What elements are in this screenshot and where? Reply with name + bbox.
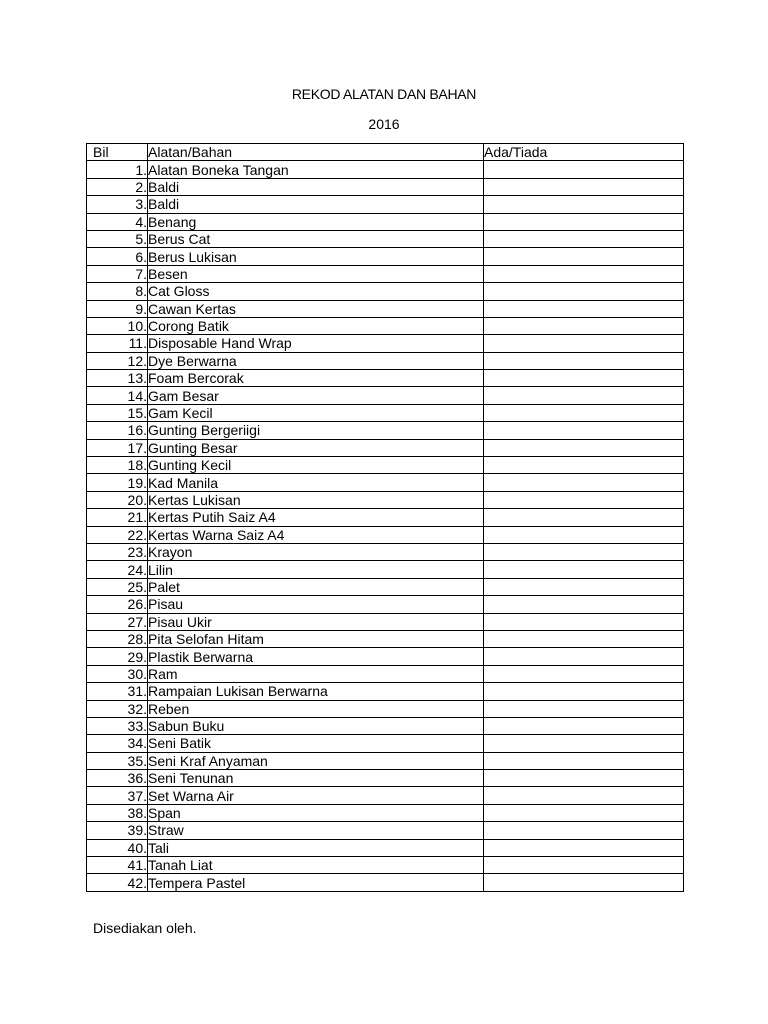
- table-row: [87, 596, 684, 613]
- row-item-name: Ram: [148, 665, 484, 682]
- table-row: [87, 578, 684, 595]
- row-bil: 29.: [87, 648, 148, 665]
- row-ada-tiada: [484, 630, 684, 647]
- row-ada-tiada: [484, 735, 684, 752]
- row-ada-tiada: [484, 370, 684, 387]
- row-item-name: Kertas Lukisan: [148, 491, 484, 508]
- row-bil: 2.: [87, 178, 148, 195]
- row-bil: 7.: [87, 265, 148, 282]
- table-row: [87, 509, 684, 526]
- table-row: [87, 457, 684, 474]
- row-item-name: Baldi: [148, 196, 484, 213]
- row-ada-tiada: [484, 300, 684, 317]
- table-row: [87, 317, 684, 334]
- row-bil: 42.: [87, 874, 148, 891]
- row-bil: 40.: [87, 839, 148, 856]
- row-bil: 28.: [87, 630, 148, 647]
- row-bil: 26.: [87, 596, 148, 613]
- row-ada-tiada: [484, 839, 684, 856]
- row-bil: 17.: [87, 439, 148, 456]
- row-ada-tiada: [484, 178, 684, 195]
- row-bil: 23.: [87, 543, 148, 560]
- row-bil: 11.: [87, 335, 148, 352]
- row-item-name: Cawan Kertas: [148, 300, 484, 317]
- row-item-name: Gam Kecil: [148, 404, 484, 421]
- table-row: [87, 857, 684, 874]
- row-ada-tiada: [484, 648, 684, 665]
- row-ada-tiada: [484, 857, 684, 874]
- table-row: [87, 352, 684, 369]
- row-item-name: Reben: [148, 700, 484, 717]
- row-bil: 34.: [87, 735, 148, 752]
- row-ada-tiada: [484, 404, 684, 421]
- row-item-name: Tanah Liat: [148, 857, 484, 874]
- table-row: [87, 439, 684, 456]
- row-item-name: Benang: [148, 213, 484, 230]
- row-bil: 14.: [87, 387, 148, 404]
- row-item-name: Lilin: [148, 561, 484, 578]
- table-row: [87, 335, 684, 352]
- row-item-name: Pita Selofan Hitam: [148, 630, 484, 647]
- row-ada-tiada: [484, 770, 684, 787]
- row-item-name: Seni Tenunan: [148, 770, 484, 787]
- row-bil: 5.: [87, 230, 148, 247]
- row-item-name: Palet: [148, 578, 484, 595]
- table-row: [87, 387, 684, 404]
- row-bil: 20.: [87, 491, 148, 508]
- table-row: [87, 213, 684, 230]
- row-item-name: Pisau: [148, 596, 484, 613]
- table-header-row: [87, 144, 684, 161]
- row-item-name: Rampaian Lukisan Berwarna: [148, 683, 484, 700]
- table-row: [87, 196, 684, 213]
- row-item-name: Kad Manila: [148, 474, 484, 491]
- table-row: [87, 752, 684, 769]
- row-bil: 21.: [87, 509, 148, 526]
- row-bil: 22.: [87, 526, 148, 543]
- row-bil: 25.: [87, 578, 148, 595]
- table-row: [87, 300, 684, 317]
- row-bil: 27.: [87, 613, 148, 630]
- rekod-table-body: [87, 144, 684, 892]
- table-row: [87, 422, 684, 439]
- row-item-name: Set Warna Air: [148, 787, 484, 804]
- row-bil: 41.: [87, 857, 148, 874]
- row-ada-tiada: [484, 248, 684, 265]
- header-alatan-bahan: Alatan/Bahan: [148, 144, 484, 161]
- prepared-by-label: Disediakan oleh.: [93, 920, 197, 936]
- row-ada-tiada: [484, 596, 684, 613]
- row-ada-tiada: [484, 804, 684, 821]
- row-ada-tiada: [484, 317, 684, 334]
- row-item-name: Kertas Putih Saiz A4: [148, 509, 484, 526]
- table-row: [87, 613, 684, 630]
- table-row: [87, 230, 684, 247]
- row-bil: 35.: [87, 752, 148, 769]
- row-item-name: Gunting Besar: [148, 439, 484, 456]
- row-bil: 16.: [87, 422, 148, 439]
- row-ada-tiada: [484, 561, 684, 578]
- row-bil: 19.: [87, 474, 148, 491]
- row-ada-tiada: [484, 491, 684, 508]
- table-row: [87, 248, 684, 265]
- row-item-name: Disposable Hand Wrap: [148, 335, 484, 352]
- row-item-name: Kertas Warna Saiz A4: [148, 526, 484, 543]
- row-item-name: Straw: [148, 822, 484, 839]
- row-ada-tiada: [484, 352, 684, 369]
- row-item-name: Tali: [148, 839, 484, 856]
- table-row: [87, 665, 684, 682]
- table-row: [87, 265, 684, 282]
- table-row: [87, 700, 684, 717]
- table-row: [87, 735, 684, 752]
- table-row: [87, 839, 684, 856]
- row-bil: 24.: [87, 561, 148, 578]
- row-ada-tiada: [484, 578, 684, 595]
- table-row: [87, 561, 684, 578]
- row-item-name: Plastik Berwarna: [148, 648, 484, 665]
- row-ada-tiada: [484, 700, 684, 717]
- row-item-name: Krayon: [148, 543, 484, 560]
- row-ada-tiada: [484, 874, 684, 891]
- row-ada-tiada: [484, 543, 684, 560]
- table-row: [87, 717, 684, 734]
- row-bil: 3.: [87, 196, 148, 213]
- row-bil: 30.: [87, 665, 148, 682]
- row-bil: 13.: [87, 370, 148, 387]
- row-item-name: Corong Batik: [148, 317, 484, 334]
- row-ada-tiada: [484, 787, 684, 804]
- row-bil: 18.: [87, 457, 148, 474]
- table-row: [87, 491, 684, 508]
- row-item-name: Gam Besar: [148, 387, 484, 404]
- row-ada-tiada: [484, 265, 684, 282]
- row-bil: 12.: [87, 352, 148, 369]
- row-ada-tiada: [484, 752, 684, 769]
- row-bil: 39.: [87, 822, 148, 839]
- table-row: [87, 648, 684, 665]
- row-ada-tiada: [484, 283, 684, 300]
- row-item-name: Alatan Boneka Tangan: [148, 161, 484, 178]
- table-row: [87, 822, 684, 839]
- table-row: [87, 874, 684, 891]
- row-item-name: Seni Batik: [148, 735, 484, 752]
- row-ada-tiada: [484, 387, 684, 404]
- row-item-name: Berus Lukisan: [148, 248, 484, 265]
- table-row: [87, 161, 684, 178]
- row-item-name: Seni Kraf Anyaman: [148, 752, 484, 769]
- row-ada-tiada: [484, 213, 684, 230]
- header-ada-tiada: Ada/Tiada: [484, 144, 684, 161]
- row-ada-tiada: [484, 422, 684, 439]
- table-row: [87, 474, 684, 491]
- row-ada-tiada: [484, 509, 684, 526]
- row-item-name: Dye Berwarna: [148, 352, 484, 369]
- row-item-name: Pisau Ukir: [148, 613, 484, 630]
- table-row: [87, 787, 684, 804]
- row-item-name: Gunting Bergeriigi: [148, 422, 484, 439]
- row-ada-tiada: [484, 613, 684, 630]
- row-item-name: Span: [148, 804, 484, 821]
- document-year: 2016: [368, 116, 400, 132]
- table-row: [87, 178, 684, 195]
- row-ada-tiada: [484, 196, 684, 213]
- table-row: [87, 804, 684, 821]
- table-row: [87, 543, 684, 560]
- table-row: [87, 526, 684, 543]
- row-ada-tiada: [484, 439, 684, 456]
- row-item-name: Gunting Kecil: [148, 457, 484, 474]
- row-bil: 33.: [87, 717, 148, 734]
- row-item-name: Foam Bercorak: [148, 370, 484, 387]
- row-item-name: Baldi: [148, 178, 484, 195]
- header-bil: Bil: [87, 144, 148, 161]
- row-ada-tiada: [484, 717, 684, 734]
- row-bil: 36.: [87, 770, 148, 787]
- row-bil: 32.: [87, 700, 148, 717]
- table-row: [87, 404, 684, 421]
- row-ada-tiada: [484, 230, 684, 247]
- row-bil: 15.: [87, 404, 148, 421]
- row-bil: 6.: [87, 248, 148, 265]
- row-bil: 1.: [87, 161, 148, 178]
- row-item-name: Cat Gloss: [148, 283, 484, 300]
- row-ada-tiada: [484, 822, 684, 839]
- row-ada-tiada: [484, 457, 684, 474]
- document-title: REKOD ALATAN DAN BAHAN: [291, 86, 477, 102]
- row-ada-tiada: [484, 665, 684, 682]
- row-item-name: Berus Cat: [148, 230, 484, 247]
- row-bil: 8.: [87, 283, 148, 300]
- table-row: [87, 683, 684, 700]
- row-item-name: Besen: [148, 265, 484, 282]
- row-ada-tiada: [484, 526, 684, 543]
- rekod-table: [86, 143, 684, 892]
- row-ada-tiada: [484, 683, 684, 700]
- row-ada-tiada: [484, 161, 684, 178]
- table-row: [87, 370, 684, 387]
- table-row: [87, 630, 684, 647]
- row-bil: 10.: [87, 317, 148, 334]
- row-item-name: Tempera Pastel: [148, 874, 484, 891]
- row-bil: 4.: [87, 213, 148, 230]
- row-ada-tiada: [484, 474, 684, 491]
- table-row: [87, 283, 684, 300]
- row-bil: 38.: [87, 804, 148, 821]
- row-bil: 31.: [87, 683, 148, 700]
- row-item-name: Sabun Buku: [148, 717, 484, 734]
- row-ada-tiada: [484, 335, 684, 352]
- row-bil: 9.: [87, 300, 148, 317]
- table-row: [87, 770, 684, 787]
- row-bil: 37.: [87, 787, 148, 804]
